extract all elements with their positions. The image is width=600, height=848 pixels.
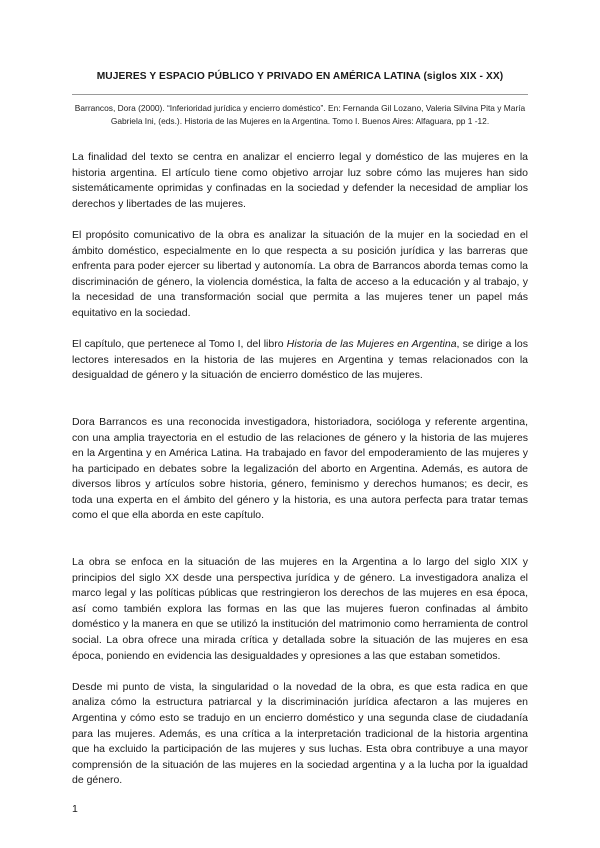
paragraph-communicative-purpose: El propósito comunicativo de la obra es analizar la situación de la mujer en la sociedad en el ámbito doméstico, especialmente en lo que respecta a su posición jurídica y las barreras que enfrenta para poder ejercer su libertad y autonomía. La obra de Barrancos aborda temas como la discriminación de género, la violencia doméstica, la falta de acceso a la educación y al trabajo, y la necesidad de una transformación social que permita a las mujeres tener un papel más equitativo en la sociedad. xyxy=(72,228,528,319)
paragraph-author: Dora Barrancos es una reconocida investigadora, historiadora, socióloga y referente argentina, con una amplia trayectoria en el estudio de las relaciones de género y la historia de las mujeres en la Argentina y en América Latina. Ha trabajado en favor del empoderamiento de las mujeres y ha participado en debates sobre la legalización del aborto en Argentina. Además, es autora de diversos libros y artículos sobre historia, género, feminismo y derechos humanos; es decir, es toda una experta en el ámbito del género y la historia, es una autora perfecta para tratar temas como el que ella aborda en este capítulo. xyxy=(72,415,528,522)
paragraph-content: La obra se enfoca en la situación de las mujeres en la Argentina a lo largo del siglo XIX y principios del siglo XX desde una perspectiva jurídica y de género. La investigadora analiza el marco legal y las políticas públicas que restringieron los derechos de las mujeres en esa época, así como también explora las formas en las que las mujeres fueron confinadas al ámbito doméstico y la manera en que se utilizó la institución del matrimonio como herramienta de control social. La obra ofrece una mirada crítica y detallada sobre la situación de las mujeres en esa época, poniendo en evidencia las desigualdades y opresiones a las que estaban sometidos. xyxy=(72,556,528,662)
title-divider xyxy=(72,94,528,95)
bibliographic-reference: Barrancos, Dora (2000). “Inferioridad jurídica y encierro doméstico”. En: Fernanda Gil Lozano, Valeria Silvina Pita y María Gabriela Ini, (eds.). Historia de las Mujeres en la Argentina. Tomo I. Buenos Aires: Alfaguara, pp 1 -12. xyxy=(74,103,526,126)
document-title: MUJERES Y ESPACIO PÚBLICO Y PRIVADO EN AMÉRICA LATINA (siglos XIX - XX) xyxy=(96,71,504,82)
page-number: 1 xyxy=(72,803,78,815)
paragraph-audience-text-start: El capítulo, que pertenece al Tomo I, del libro xyxy=(72,338,287,351)
paragraph-purpose: La finalidad del texto se centra en analizar el encierro legal y doméstico de las mujeres en la historia argentina. El artículo tiene como objetivo arrojar luz sobre cómo las mujeres han sido sistemáticamente oprimidas y confinadas en la sociedad y defender la necesidad de ampliar los derechos y libertades de las mujeres. xyxy=(72,151,528,210)
paragraph-audience xyxy=(72,337,528,384)
paragraph-opinion: Desde mi punto de vista, la singularidad o la novedad de la obra, es que esta radica en que analiza cómo la estructura patriarcal y la discriminación jurídica afectaron a las mujeres en Argentina y cómo esto se tradujo en un encierro doméstico y una segunda clase de ciudadanía para las mujeres. Además, es una crítica a la interpretación tradicional de la historia argentina que ha excluido la participación de las mujeres y sus luchas. Esta obra contribuye a una mayor comprensión de la situación de las mujeres en la sociedad argentina y a la lucha por la igualdad de género. xyxy=(72,680,528,787)
document-body xyxy=(72,150,528,805)
paragraph-audience-text-end: , se dirige a los lectores interesados en la historia de las mujeres en Argentina y temas relacionados con la desigualdad de género y la situación de encierro doméstico de las mujeres. xyxy=(72,338,528,382)
book-title-italic: Historia de las Mujeres en Argentina xyxy=(286,338,457,351)
